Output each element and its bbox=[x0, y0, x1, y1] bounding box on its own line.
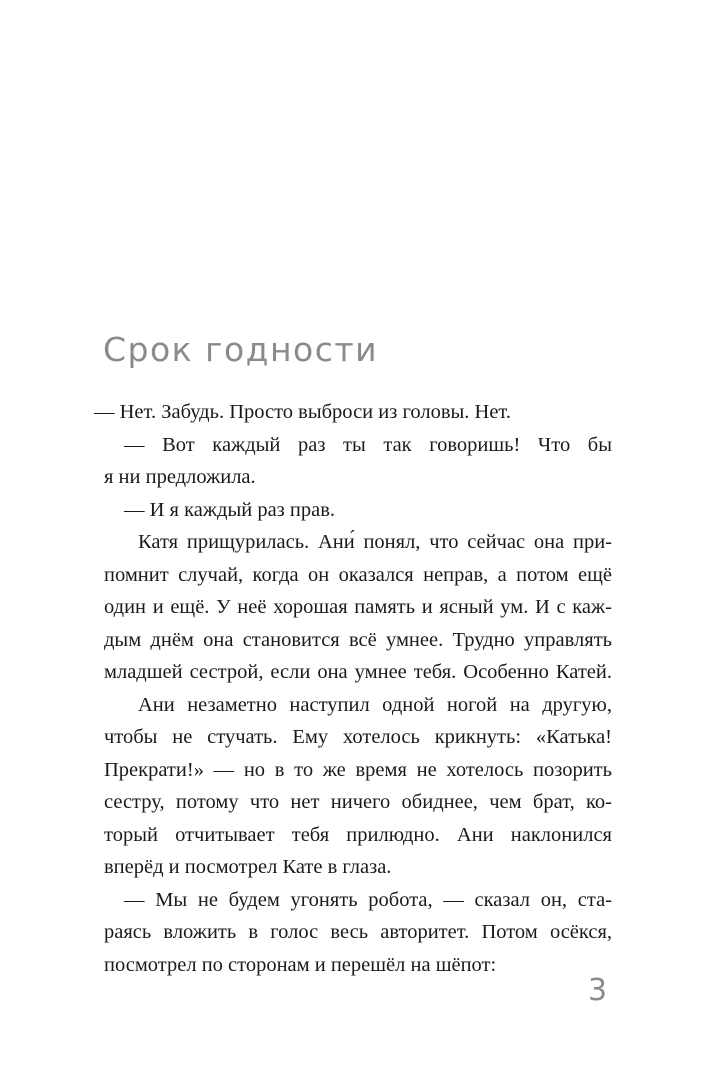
text-line: Ани незаметно наступил одной ногой на другую, bbox=[138, 693, 612, 716]
text-line: помнит случай, когда он оказался неправ, а потом ещё bbox=[104, 563, 612, 586]
text-line: Катя прищурилась. Ани́ понял, что сейчас она при- bbox=[138, 531, 612, 553]
text-line: раясь вложить в голос весь авторитет. Потом осёкся, bbox=[104, 921, 612, 943]
text-line: один и ещё. У неё хорошая память и ясный ум. И с каж- bbox=[104, 596, 612, 618]
text-line: — Мы не будем угонять робота, — сказал он, ста- bbox=[124, 888, 612, 911]
text-line: младшей сестрой, если она умнее тебя. Особенно Катей. bbox=[104, 661, 612, 683]
text-line: я ни предложила. bbox=[104, 466, 256, 488]
body-text bbox=[94, 396, 612, 981]
text-line: — Вот каждый раз ты так говоришь! Что бы bbox=[124, 433, 612, 456]
chapter-title: Срок годности bbox=[103, 330, 379, 369]
text-line: — И я каждый раз прав. bbox=[124, 498, 336, 521]
text-line: — Нет. Забудь. Просто выброси из головы. Нет. bbox=[94, 401, 511, 423]
text-line: торый отчитывает тебя прилюдно. Ани наклонился bbox=[104, 823, 612, 846]
text-line: дым днём она становится всё умнее. Трудно управлять bbox=[104, 628, 612, 651]
page-number: 3 bbox=[588, 973, 608, 1008]
text-line: сестру, потому что нет ничего обиднее, чем брат, ко- bbox=[104, 791, 612, 813]
text-line: Прекрати!» — но в то же время не хотелось позорить bbox=[104, 758, 612, 781]
text-line: вперёд и посмотрел Кате в глаза. bbox=[104, 856, 392, 878]
text-line: посмотрел по сторонам и перешёл на шёпот: bbox=[104, 953, 497, 976]
text-line: чтобы не стучать. Ему хотелось крикнуть: «Катька! bbox=[104, 726, 612, 748]
